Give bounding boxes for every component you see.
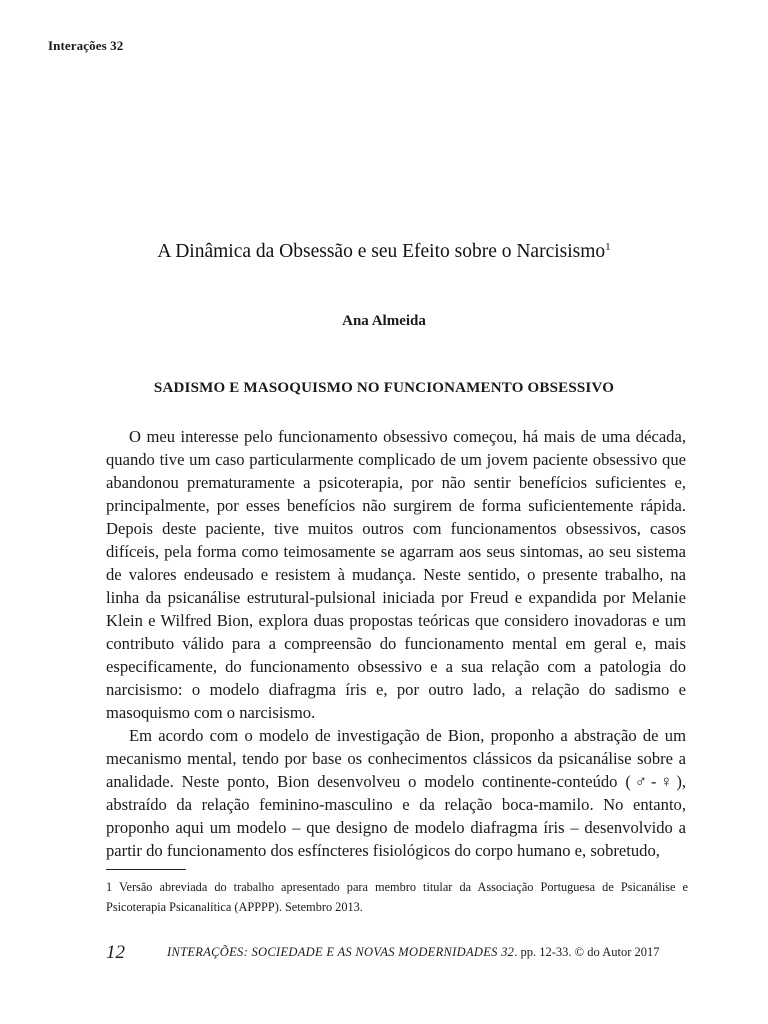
page-number: 12 — [106, 942, 125, 963]
page-footer — [106, 942, 688, 964]
article-title — [0, 241, 768, 263]
article-title-text: A Dinâmica da Obsessão e seu Efeito sobre o Narcisismo — [157, 241, 606, 262]
author-name: Ana Almeida — [342, 313, 426, 329]
paragraph-2: Em acordo com o modelo de investigação de Bion, proponho a abstração de um mecanismo mental, tendo por base os conhecimentos clássicos da psicanálise sobre a analidade. Neste ponto, Bion desenvolveu o modelo continente-conteúdo (♂-♀), abstraído da relação feminino-masculino e da relação boca-mamilo. No entanto, proponho aqui um modelo – que designo de modelo diafragma íris – desenvolvido a partir do funcionamento dos esfíncteres fisiológicos do corpo humano e, sobretudo, — [106, 726, 686, 860]
journal-name: INTERAÇÕES: SOCIEDADE E AS NOVAS MODERNIDADES 32 — [167, 945, 515, 959]
citation-info: . pp. 12-33. © do Autor 2017 — [514, 945, 660, 959]
paragraph-1: O meu interesse pelo funcionamento obsessivo começou, há mais de uma década, quando tive um caso particularmente complicado de um jovem paciente obsessivo que abandonou prematuramente a psicoterapia, por não sentir benefícios suficientes e, principalmente, por esses benefícios não surgirem de forma suficientemente rápida. Depois deste paciente, tive muitos outros com funcionamentos obsessivos, casos difíceis, pela forma como teimosamente se agarram aos seus sintomas, ao seu sistema de valores endeusado e resistem à mudança. Neste sentido, o presente trabalho, na linha da psicanálise estrutural-pulsional iniciada por Freud e expandida por Melanie Klein e Wilfred Bion, explora duas propostas teóricas que considero inovadoras e um contributo válido para a compreensão do funcionamento mental em geral e, mais especificamente, do funcionamento obsessivo e a sua relação com a patologia do narcisismo: o modelo diafragma íris e, por outro lado, a relação do sadismo e masoquismo com o narcisismo. — [106, 427, 686, 722]
body-text — [106, 425, 686, 862]
section-heading: SADISMO E MASOQUISMO NO FUNCIONAMENTO OBSESSIVO — [153, 380, 615, 396]
footnote-divider — [106, 869, 186, 870]
running-head: Interações 32 — [48, 38, 124, 53]
title-footnote-marker[interactable]: 1 — [605, 241, 611, 253]
footnote: 1 Versão abreviada do trabalho apresentado para membro titular da Associação Portuguesa de Psicanálise e Psicoterapia Psicanalítica (APPPP). Setembro 2013. — [106, 880, 688, 914]
